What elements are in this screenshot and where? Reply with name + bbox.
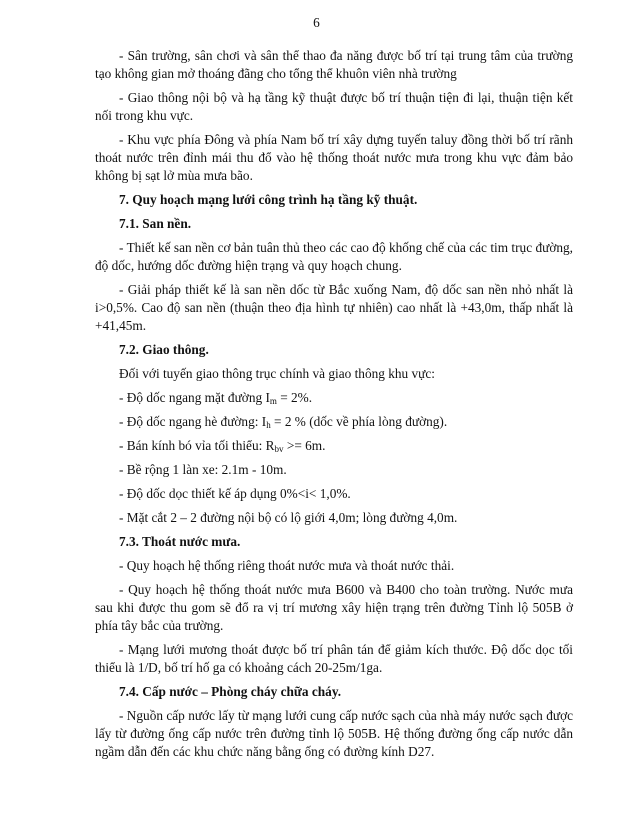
subsection-heading: 7.3. Thoát nước mưa. [119, 534, 241, 549]
paragraph: - Quy hoạch hệ thống riêng thoát nước mưa và thoát nước thải. [119, 558, 455, 573]
page-number: 6 [313, 15, 320, 30]
list-item: - Độ dốc ngang hè đường: $I_h = 2$ % (dốc về phía lòng đường). [119, 414, 448, 430]
list-item: - Độ dốc dọc thiết kế áp dụng 0%<i< 1,0%. [119, 486, 351, 501]
paragraph: - Sân trường, sân chơi và sân thể thao đa năng được bố trí tại trung tâm của trường tạo không gian mở thoáng đãng cho tổng thể khuôn viên nhà trường [95, 48, 573, 81]
list-item: - Bề rộng 1 làn xe: 2.1m - 10m. [119, 462, 287, 477]
paragraph: - Giao thông nội bộ và hạ tầng kỹ thuật được bố trí thuận tiện đi lại, thuận tiện kết nối trong khu vực. [95, 90, 573, 123]
list-item: - Mặt cắt 2 – 2 đường nội bộ có lộ giới 4,0m; lòng đường 4,0m. [119, 510, 458, 525]
list-item: - Bán kính bó vỉa tối thiểu: $R_{bv} >= 6m$. [119, 438, 326, 454]
subsection-heading: 7.2. Giao thông. [119, 342, 209, 357]
paragraph: - Quy hoạch hệ thống thoát nước mưa B600 và B400 cho toàn trường. Nước mưa sau khi được thu gom sẽ đổ ra vị trí mương xây hiện trạng trên đường Tỉnh lộ 505B ở phía tây bắc của trường. [95, 582, 573, 633]
paragraph: - Nguồn cấp nước lấy từ mạng lưới cung cấp nước sạch của nhà máy nước sạch được lấy từ đường ống cấp nước trên đường tỉnh lộ 505B. Hệ thống đường ống cấp nước dẫn ngầm dẫn đến các khu chức năng bằng ống có đường kính D27. [95, 708, 573, 759]
document-body [95, 47, 573, 767]
list-item: - Độ dốc ngang mặt đường $I_m = 2\%$. [119, 390, 313, 406]
paragraph: - Thiết kế san nền cơ bản tuân thủ theo các cao độ khống chế của các tim trục đường, độ dốc, hướng dốc đường hiện trạng và quy hoạch chung. [95, 240, 573, 273]
section-heading: 7. Quy hoạch mạng lưới công trình hạ tầng kỹ thuật. [119, 192, 418, 207]
subsection-heading: 7.1. San nền. [119, 216, 192, 231]
paragraph: Đối với tuyến giao thông trục chính và giao thông khu vực: [119, 366, 435, 381]
paragraph: - Mạng lưới mương thoát được bố trí phân tán để giảm kích thước. Độ dốc dọc tối thiểu là 1/D, bố trí hố ga có khoảng cách 20-25m/1ga. [95, 642, 573, 675]
paragraph: - Khu vực phía Đông và phía Nam bố trí xây dựng tuyến taluy đồng thời bố trí rãnh thoát nước trên đỉnh mái thu đổ vào hệ thống thoát nước mưa trong khu vực đảm bảo không bị sạt lở mùa mưa bão. [95, 132, 573, 183]
paragraph: - Giải pháp thiết kế là san nền dốc từ Bắc xuống Nam, độ dốc san nền nhỏ nhất là i>0,5%. Cao độ san nền (thuận theo địa hình tự nhiên) cao nhất là +43,0m, thấp nhất là +41,45m. [95, 282, 573, 333]
subsection-heading: 7.4. Cấp nước – Phòng cháy chữa cháy. [119, 684, 342, 699]
